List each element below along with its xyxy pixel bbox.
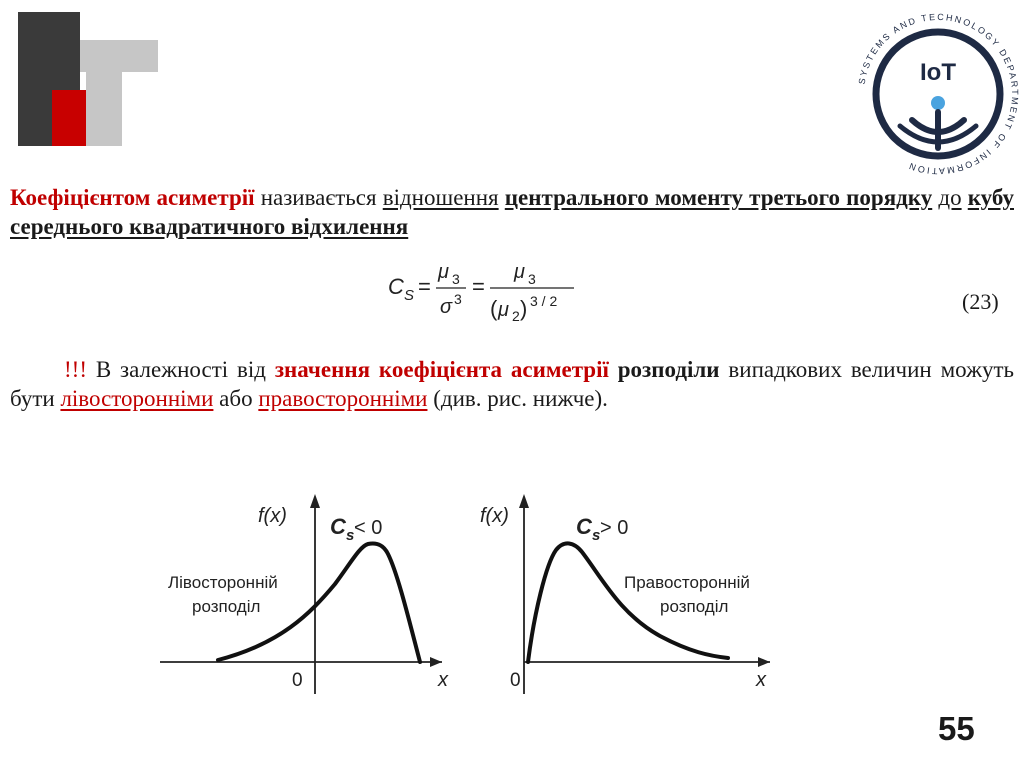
equation-number: (23) xyxy=(962,289,999,314)
left-skew-distribution-figure xyxy=(160,494,448,694)
condition-label: > 0 xyxy=(600,517,629,539)
svg-text:=: = xyxy=(418,274,431,299)
svg-text:C: C xyxy=(330,514,346,539)
svg-text:μ: μ xyxy=(438,261,449,283)
svg-text:s: s xyxy=(346,527,355,544)
svg-text:C: C xyxy=(388,274,404,299)
logo-iot-text: IoT xyxy=(920,59,956,86)
distribution-name-line1: Правосторонній xyxy=(624,573,750,592)
y-axis-label: f(x) xyxy=(480,505,509,527)
right-sided-link[interactable]: правосторонніми xyxy=(258,386,428,411)
left-sided-link[interactable]: лівосторонніми xyxy=(60,386,214,411)
asymmetry-formula xyxy=(384,258,584,328)
svg-text:s: s xyxy=(592,527,601,544)
svg-text:σ: σ xyxy=(440,296,453,318)
condition-label: < 0 xyxy=(354,517,383,539)
central-moment-phrase: центрального моменту третього порядку xyxy=(504,185,933,210)
iot-department-logo-icon xyxy=(852,8,1024,180)
distribution-name-line2: розподіл xyxy=(660,597,729,616)
svg-text:S: S xyxy=(404,287,415,304)
definition-paragraph: Коефіцієнтом асиметрії називається відношення центрального моменту третього порядку до кубу середнього квадратичного відхилення xyxy=(10,185,1014,239)
svg-text:SYSTEMS AND TECHNOLOGY DEPARTM xyxy=(857,12,1020,176)
svg-text:0: 0 xyxy=(292,670,303,691)
institution-logo-icon xyxy=(18,12,158,146)
svg-text:x: x xyxy=(756,669,766,691)
svg-text:3: 3 xyxy=(454,291,462,307)
svg-text:3: 3 xyxy=(528,271,536,287)
svg-text:0: 0 xyxy=(510,670,521,691)
svg-text:C: C xyxy=(576,514,592,539)
term-asymmetry-coefficient: Коефіцієнтом асиметрії xyxy=(10,185,255,210)
right-skew-distribution-figure xyxy=(470,494,780,694)
distribution-name-line1: Лівосторонній xyxy=(168,573,278,592)
std-deviation-phrase: кубу середнього квадратичного відхилення xyxy=(10,185,1014,239)
page-number: 55 xyxy=(938,710,975,747)
svg-text:μ: μ xyxy=(514,261,525,283)
svg-text:μ: μ xyxy=(498,299,509,321)
svg-text:x: x xyxy=(438,669,448,691)
skewness-paragraph: !!! В залежності від значення коефіцієнта асиметрії розподіли випадкових величин можуть бути лівосторонніми або правосторонніми (див. рис. нижче). xyxy=(10,357,1014,411)
distribution-name-line2: розподіл xyxy=(192,597,261,616)
svg-text:(: ( xyxy=(490,296,498,321)
y-axis-label: f(x) xyxy=(258,505,287,527)
svg-text:2: 2 xyxy=(512,308,520,324)
logo-ring-text: SYSTEMS AND TECHNOLOGY DEPARTMENT OF INFORMATION xyxy=(856,11,1021,177)
svg-text:=: = xyxy=(472,274,485,299)
svg-text:): ) xyxy=(520,296,528,321)
svg-text:3: 3 xyxy=(452,271,460,287)
coefficient-value-phrase: значення коефіцієнта асиметрії xyxy=(274,357,609,382)
svg-text:3 / 2: 3 / 2 xyxy=(530,293,558,309)
